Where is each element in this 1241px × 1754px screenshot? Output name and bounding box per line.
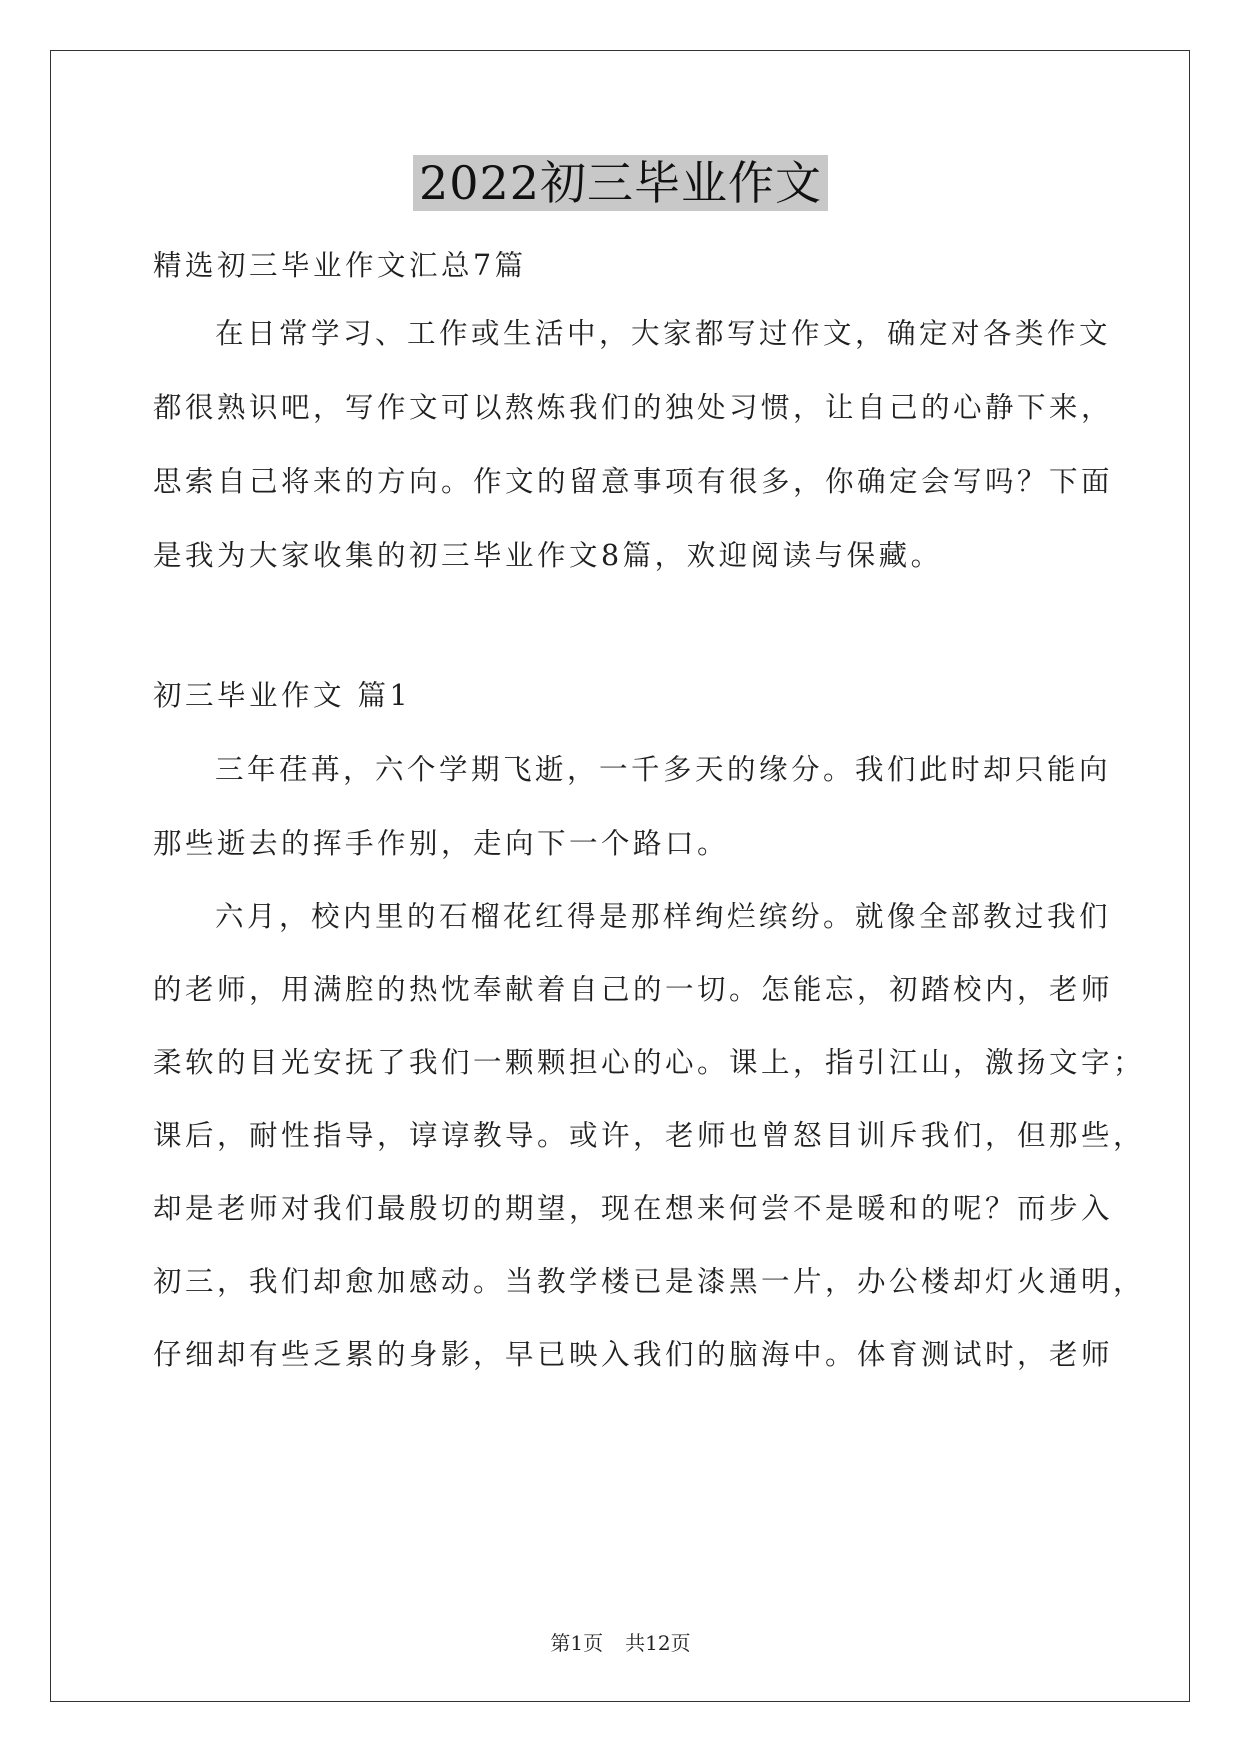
paragraph-line: 是我为大家收集的初三毕业作文8篇，欢迎阅读与保藏。 — [153, 539, 943, 572]
document-title: 2022初三毕业作文 — [413, 155, 828, 211]
subtitle-line: 精选初三毕业作文汇总7篇 — [153, 249, 527, 282]
section-heading: 初三毕业作文 篇1 — [153, 679, 412, 712]
paragraph-line: 柔软的目光安抚了我们一颗颗担心的心。课上，指引江山，激扬文字； — [153, 1046, 1146, 1079]
page-border — [50, 50, 1190, 1702]
page-total: 共12页 — [625, 1631, 691, 1655]
paragraph-line: 思索自己将来的方向。作文的留意事项有很多，你确定会写吗？下面 — [153, 465, 1114, 498]
paragraph-line: 的老师，用满腔的热忱奉献着自己的一切。怎能忘，初踏校内，老师 — [153, 973, 1114, 1006]
paragraph-line: 却是老师对我们最殷切的期望，现在想来何尝不是暖和的呢？而步入 — [153, 1192, 1114, 1225]
paragraph-line: 那些逝去的挥手作别，走向下一个路口。 — [153, 827, 730, 860]
paragraph-line: 六月，校内里的石榴花红得是那样绚烂缤纷。就像全部教过我们 — [215, 900, 1112, 933]
document-title-wrapper — [0, 155, 1241, 211]
paragraph-line: 都很熟识吧，写作文可以熬炼我们的独处习惯，让自己的心静下来， — [153, 391, 1114, 424]
paragraph-line: 课后，耐性指导，谆谆教导。或许，老师也曾怒目训斥我们，但那些， — [153, 1119, 1146, 1152]
paragraph-line: 三年荏苒，六个学期飞逝，一千多天的缘分。我们此时却只能向 — [215, 753, 1112, 786]
page-number: 第1页 — [550, 1631, 604, 1655]
page-footer — [0, 1630, 1241, 1656]
paragraph-line: 仔细却有些乏累的身影，早已映入我们的脑海中。体育测试时，老师 — [153, 1338, 1114, 1371]
paragraph-line: 在日常学习、工作或生活中，大家都写过作文，确定对各类作文 — [215, 317, 1112, 350]
paragraph-line: 初三，我们却愈加感动。当教学楼已是漆黑一片，办公楼却灯火通明， — [153, 1265, 1146, 1298]
